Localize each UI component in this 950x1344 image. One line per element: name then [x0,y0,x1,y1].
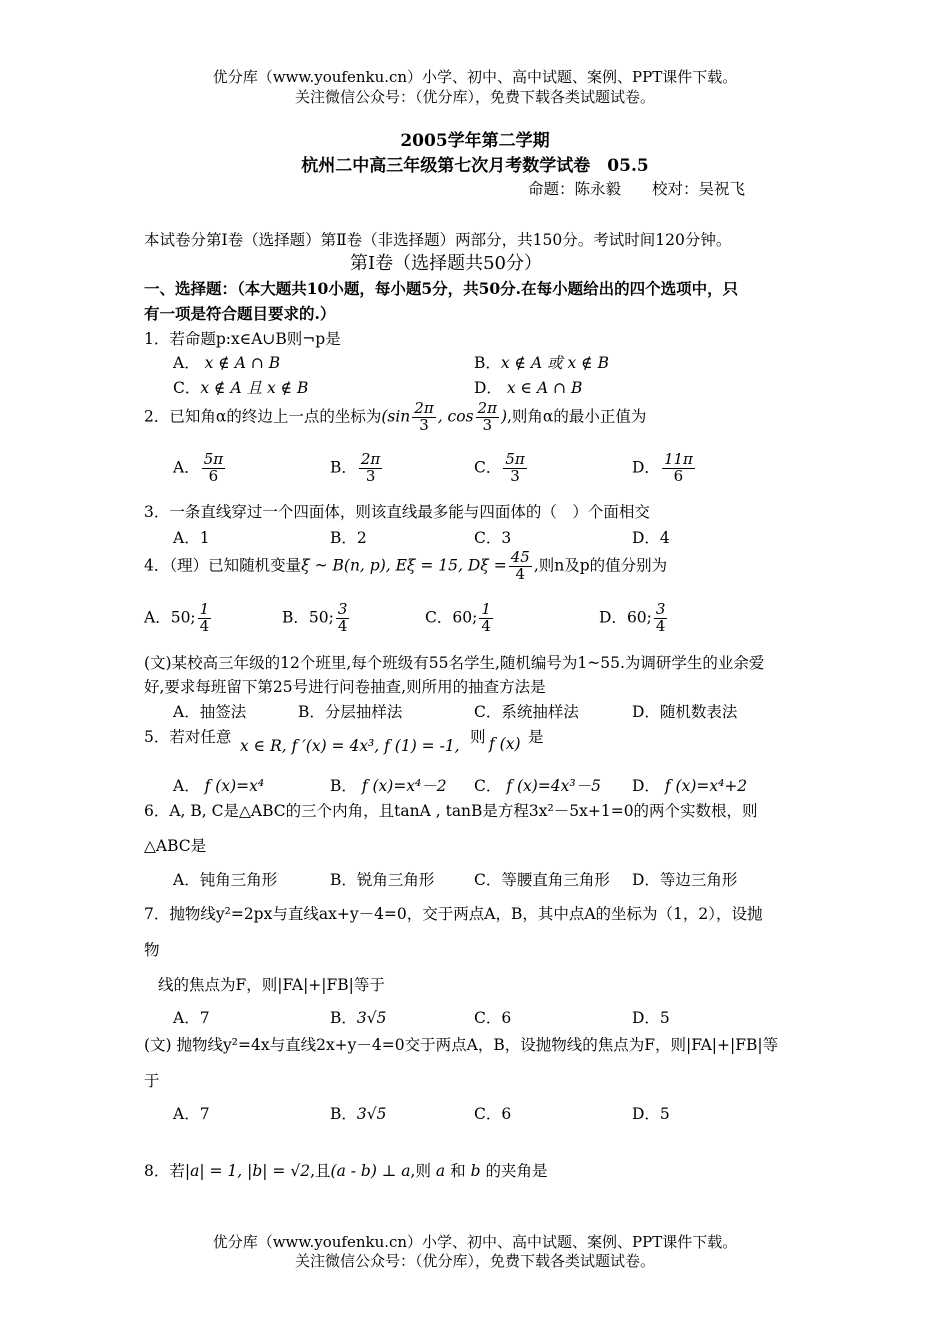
q7-line1: 7．抛物线y²=2px与直线ax+y－4=0，交于两点A，B，其中点A的坐标为（1，2），设抛 [144,905,763,923]
q3-option-c: C．3 [474,529,512,547]
q4wen-option-d: D．随机数表法 [632,703,738,721]
q2-option-c: C． $\frac{5\pi}{3}$ [474,450,525,485]
header-line-1: 优分库（www.youfenku.cn）小学、初中、高中试题、案例、PPT课件下载。 [212,68,738,86]
q5-stem-pre: 5．若对任意 [144,728,232,746]
q6-option-d: D．等边三角形 [632,871,738,889]
q6-option-b: B．锐角三角形 [330,871,435,889]
q7-option-d: D．5 [632,1009,670,1027]
q4wen-option-b: B．分层抽样法 [298,703,403,721]
q3-option-a: A．1 [173,529,210,547]
q4wen-option-c: C．系统抽样法 [474,703,579,721]
q1-option-a: A． x ∉ A ∩ B [173,354,281,372]
footer-line-2: 关注微信公众号：（优分库），免费下载各类试题试卷。 [294,1252,655,1270]
part1-title: 第Ⅰ卷（选择题共50分） [350,253,543,274]
q7-line3: 线的焦点为F，则|FA|+|FB|等于 [158,976,385,994]
q5-option-a: A． f (x)=x⁴ [173,777,265,795]
q7-line2: 物 [144,941,160,959]
q3-option-b: B．2 [330,529,367,547]
q4wen-option-a: A．抽签法 [173,703,247,721]
q7-option-c: C．6 [474,1009,512,1027]
q7wen-line2: 于 [144,1072,160,1090]
q2-option-a: A． $\frac{5\pi}{6}$ [173,450,224,485]
q5-stem-then: 则 [470,728,486,746]
q1-option-c: C．x ∉ A 且 x ∉ B [173,379,309,397]
q5-option-d: D． f (x)=x⁴+2 [632,777,748,795]
q2-option-b: B． $\frac{2\pi}{3}$ [330,450,381,485]
q5-stem-fx: f (x) [489,735,521,753]
header-line-2: 关注微信公众号：（优分库），免费下载各类试题试卷。 [294,88,655,106]
q5-option-b: B． f (x)=x⁴－2 [330,777,447,795]
q7-option-b: B．3√5 [330,1009,387,1027]
q7wen-option-c: C．6 [474,1105,512,1123]
q6-line2: △ABC是 [144,837,207,855]
exam-term-title: 2005学年第二学期 [400,131,550,151]
q5-stem-post: 是 [528,728,544,746]
q7wen-line1: (文) 抛物线y²=4x与直线2x+y－4=0交于两点A，B，设抛物线的焦点为F，则|FA|+|FB|等 [144,1036,779,1054]
q1-option-b: B．x ∉ A 或 x ∉ B [474,354,609,372]
q1-option-d: D． x ∈ A ∩ B [474,379,583,397]
exam-intro: 本试卷分第Ⅰ卷（选择题）第Ⅱ卷（非选择题）两部分，共150分。考试时间120分钟。 [144,231,732,249]
exam-title: 杭州二中高三年级第七次月考数学试卷 05.5 [301,156,649,176]
q4wen-line1: (文)某校高三年级的12个班里,每个班级有55名学生,随机编号为1~55.为调研学生的业余爱 [144,654,765,672]
q6-option-c: C．等腰直角三角形 [474,871,610,889]
q3-option-d: D．4 [632,529,670,547]
q2-option-d: D． $\frac{11\pi}{6}$ [632,450,693,485]
exam-authors: 命题：陈永毅 校对：吴祝飞 [528,180,746,198]
q4-option-b: B．50; $\frac{3}{4}$ [282,600,348,635]
q8-stem: 8．若|a| = 1, |b| = √2,且(a - b) ⊥ a,则 a 和 b 的夹角是 [144,1162,548,1180]
q7wen-option-a: A．7 [173,1105,210,1123]
section1-instruction-line2: 有一项是符合题目要求的.） [144,304,336,323]
q4-option-a: A．50; $\frac{1}{4}$ [144,600,210,635]
q3-stem: 3．一条直线穿过一个四面体，则该直线最多能与四面体的（ ）个面相交 [144,503,650,521]
q4wen-line2: 好,要求每班留下第25号进行问卷抽查,则所用的抽查方法是 [144,678,546,696]
q4-stem: 4．（理）已知随机变量ξ ~ B(n, p), Eξ = 15, Dξ = $\frac{45}{4}$ ,则n及p的值分别为 [144,548,668,583]
q1-stem: 1．若命题p:x∈A∪B则¬p是 [144,330,341,348]
q2-stem: 2．已知角α的终边上一点的坐标为(sin $\frac{2\pi}{3}$ , cos $\frac{2\pi}{3}$ ),则角α的最小正值为 [144,399,647,434]
q5-stem-math: x ∈ R, f ′(x) = 4x³, f (1) = -1, [240,737,460,755]
q7wen-option-d: D．5 [632,1105,670,1123]
q7wen-option-b: B．3√5 [330,1105,387,1123]
q7-option-a: A．7 [173,1009,210,1027]
q6-line1: 6．A, B, C是△ABC的三个内角，且tanA , tanB是方程3x²－5x+1=0的两个实数根，则 [144,802,758,820]
q4-option-d: D．60; $\frac{3}{4}$ [599,600,666,635]
q4-option-c: C．60; $\frac{1}{4}$ [425,600,491,635]
footer-line-1: 优分库（www.youfenku.cn）小学、初中、高中试题、案例、PPT课件下载。 [212,1233,738,1251]
q5-option-c: C． f (x)=4x³－5 [474,777,601,795]
section1-instruction-line1: 一、选择题：（本大题共10小题，每小题5分，共50分.在每小题给出的四个选项中，只 [144,279,739,298]
q6-option-a: A．钝角三角形 [173,871,278,889]
